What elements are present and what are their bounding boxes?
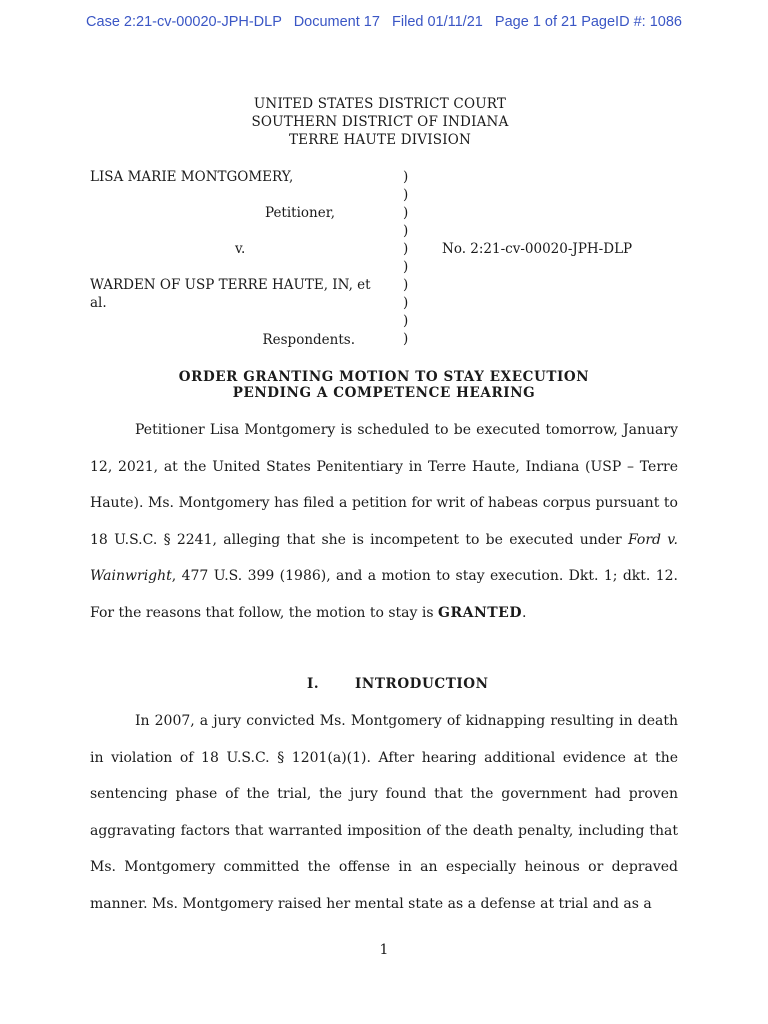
paren: ) [403,187,409,203]
paren: ) [403,169,409,185]
paren: ) [403,241,409,257]
paragraph-intro-text-2: , 477 U.S. 399 (1986), and a motion to stay execution. Dkt. 1; dkt. 12. For the reasons that follow, the motion to stay is [90,568,678,621]
paragraph-intro-text-1: Petitioner Lisa Montgomery is scheduled to be executed tomorrow, January 12, 2021, at the United States Penitentiary in Terre Haute, Indiana (USP – Terre Haute). Ms. Montgomery has filed a petition for writ of habeas corpus pursuant to 18 U.S.C. § 2241, alleging that she is incompetent to be executed under [90,422,678,548]
court-heading [0,95,760,149]
caption-parentheses [403,168,413,348]
paren: ) [403,295,409,311]
page-number: 1 [379,942,389,958]
case-caption [90,168,690,353]
case-number: No. 2:21-cv-00020-JPH-DLP [442,241,633,257]
paren: ) [403,205,409,221]
paren: ) [403,259,409,275]
paren: ) [403,313,409,329]
respondent-label: Respondents. [262,332,355,348]
section-number: I. [307,676,320,692]
versus-text: v. [235,241,246,257]
section-title: INTRODUCTION [355,676,489,692]
paren: ) [403,223,409,239]
granted-label: GRANTED [437,604,522,621]
court-name: UNITED STATES DISTRICT COURT [253,96,507,112]
petitioner-name: LISA MARIE MONTGOMERY, [90,169,294,185]
paren: ) [403,331,409,347]
court-division: TERRE HAUTE DIVISION [288,132,472,148]
respondent-name: WARDEN OF USP TERRE HAUTE, IN, et al. [90,277,371,311]
paren: ) [403,277,409,293]
petitioner-label: Petitioner, [264,205,335,221]
court-district: SOUTHERN DISTRICT OF INDIANA [251,114,509,130]
paragraph-background: In 2007, a jury convicted Ms. Montgomery of kidnapping resulting in death in violation of 18 U.S.C. § 1201(a)(1). After hearing additional evidence at the sentencing phase of the trial, the jury found that the government had proven aggravating factors that warranted imposition of the death penalty, including that Ms. Montgomery committed the offense in an especially heinous or depraved manner. Ms. Montgomery raised her mental state as a defense at trial and as a [90,713,678,912]
order-title-line2: PENDING A COMPETENCE HEARING [232,385,536,401]
case-citation: Ford v. Wainwright [90,531,678,584]
paragraph-intro-end: . [521,604,527,621]
paragraph-intro [90,412,678,631]
ecf-filing-header: Case 2:21-cv-00020-JPH-DLP Document 17 Filed 01/11/21 Page 1 of 21 PageID #: 1086 [86,14,682,30]
order-title-line1: ORDER GRANTING MOTION TO STAY EXECUTION [178,369,590,385]
order-title [0,369,768,401]
